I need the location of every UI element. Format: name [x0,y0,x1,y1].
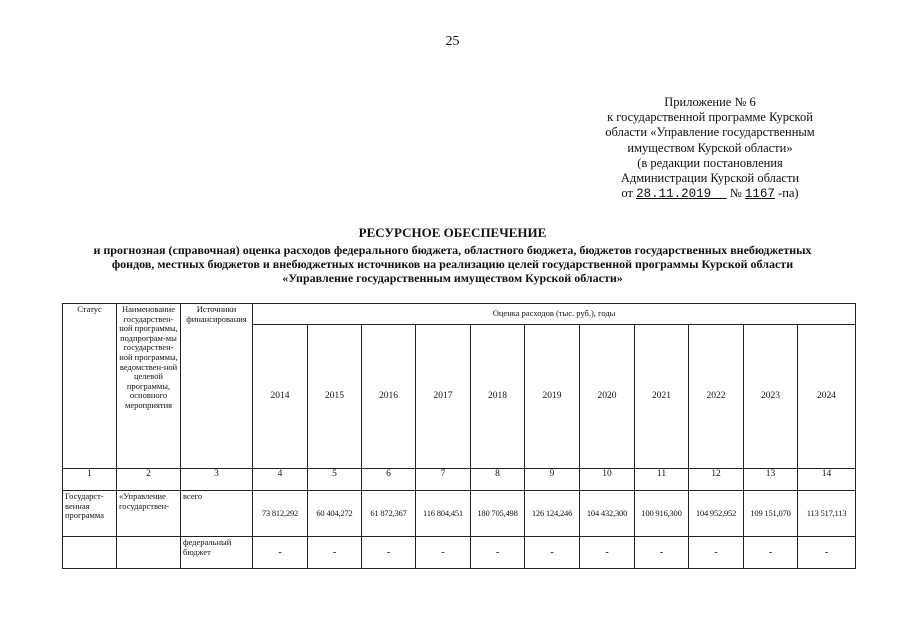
row-value: 109 151,070 [744,491,798,537]
header-sources: Источники финансирования [181,304,253,469]
row-value: - [362,537,416,569]
number-prefix: № [729,186,742,201]
row-value: - [308,537,362,569]
header-year: 2015 [308,325,362,469]
subtitle-line: и прогнозная (справочная) оценка расходов федерального бюджета, областного бюджета, бюджетов государственных внебюджетных [93,243,812,257]
row-value: 104 432,300 [580,491,635,537]
row-value: 126 124,246 [525,491,580,537]
column-number: 7 [416,469,471,491]
header-year: 2021 [635,325,689,469]
column-number: 14 [798,469,856,491]
column-number: 13 [744,469,798,491]
table-row [63,537,856,569]
row-value: 180 705,498 [471,491,525,537]
subtitle-line: «Управление государственным имуществом Курской области» [282,271,623,286]
row-value: 60 404,272 [308,491,362,537]
row-value: - [580,537,635,569]
header-name: Наименование государствен-ной программы, подпрограм-мы государствен-ной программы, ведомствен-ной целевой программы, основного мероприятия [117,304,181,469]
column-number: 1 [63,469,117,491]
appendix-line: Администрации Курской области [620,171,800,186]
row-value: 116 804,451 [416,491,471,537]
document-subtitle [55,243,850,286]
header-estimate: Оценка расходов (тыс. руб.), годы [253,304,856,325]
row-value: - [525,537,580,569]
page-number: 25 [445,34,460,49]
row-source: всего [181,491,253,537]
row-value: - [798,537,856,569]
column-number: 3 [181,469,253,491]
column-number: 4 [253,469,308,491]
row-value: - [744,537,798,569]
header-year: 2020 [580,325,635,469]
column-number: 10 [580,469,635,491]
row-value: 113 517,113 [798,491,856,537]
row-value: - [471,537,525,569]
header-year: 2016 [362,325,416,469]
date-prefix: от [621,186,633,201]
column-number: 2 [117,469,181,491]
row-value: 73 812,292 [253,491,308,537]
row-status: Государст-венная программа [63,491,117,537]
column-number: 8 [471,469,525,491]
row-name: «Управление государствен- [117,491,181,537]
column-number: 6 [362,469,416,491]
row-value: - [635,537,689,569]
header-year: 2024 [798,325,856,469]
column-number: 5 [308,469,362,491]
row-name [117,537,181,569]
header-status: Статус [63,304,117,469]
appendix-line: области «Управление государственным [605,125,815,140]
header-year: 2018 [471,325,525,469]
row-value: - [253,537,308,569]
row-status [63,537,117,569]
row-source: федеральный бюджет [181,537,253,569]
header-year: 2022 [689,325,744,469]
row-value: - [416,537,471,569]
appendix-line: Приложение № 6 [664,95,756,109]
appendix-date-line [595,186,825,202]
table-row [63,491,856,537]
appendix-line: имуществом Курской области» [627,140,793,155]
row-value: 61 872,367 [362,491,416,537]
header-year: 2014 [253,325,308,469]
subtitle-line: фондов, местных бюджетов и внебюджетных источников на реализацию целей государственной программы Курской области [111,257,794,272]
header-year: 2023 [744,325,798,469]
decree-date: 28.11.2019 [636,187,712,202]
number-suffix: -па) [778,186,799,201]
column-number: 12 [689,469,744,491]
header-year: 2019 [525,325,580,469]
row-value: 104 952,952 [689,491,744,537]
appendix-line: (в редакции постановления [637,155,783,170]
resource-table [62,303,856,569]
row-value: - [689,537,744,569]
decree-number: 1167 [744,187,775,202]
header-year: 2017 [416,325,471,469]
document-title: РЕСУРСНОЕ ОБЕСПЕЧЕНИЕ [358,225,547,240]
column-number: 11 [635,469,689,491]
appendix-line: к государственной программе Курской [607,110,813,125]
row-value: 100 916,300 [635,491,689,537]
appendix-block [595,95,825,202]
column-number: 9 [525,469,580,491]
